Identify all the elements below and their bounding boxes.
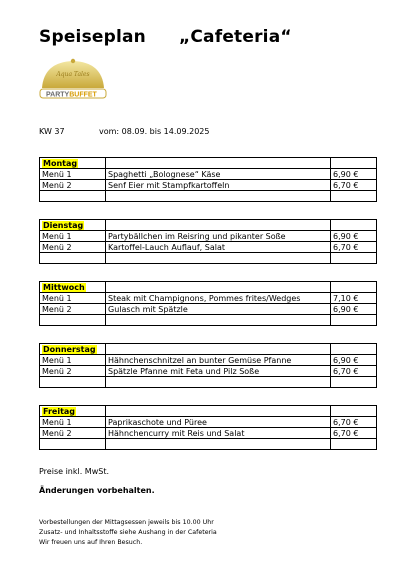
dish-name: Hähnchencurry mit Reis und Salat (106, 428, 331, 439)
day-block-donnerstag (39, 343, 377, 388)
table-row (40, 242, 377, 253)
table-row (40, 169, 377, 180)
logo-buffet-text: BUFFET (69, 91, 97, 99)
day-block-montag (39, 157, 377, 202)
menu-table (39, 157, 377, 202)
dish-name: Gulasch mit Spätzle (106, 304, 331, 315)
day-block-freitag (39, 405, 377, 450)
price: 6,70 € (331, 180, 377, 191)
day-name: Donnerstag (43, 344, 96, 354)
table-row (40, 293, 377, 304)
price: 7,10 € (331, 293, 377, 304)
dish-name: Steak mit Champignons, Pommes frites/Wedges (106, 293, 331, 304)
price: 6,70 € (331, 417, 377, 428)
price: 6,90 € (331, 231, 377, 242)
day-header-row (40, 344, 377, 355)
price: 6,90 € (331, 304, 377, 315)
empty-row (40, 191, 377, 202)
dish-name: Kartoffel-Lauch Auflauf, Salat (106, 242, 331, 253)
menu-label: Menü 1 (40, 293, 106, 304)
footer-line-welcome: Wir freuen uns auf Ihren Besuch. (39, 539, 143, 546)
day-block-mittwoch (39, 281, 377, 326)
svg-text:PARTYBUFFET (46, 92, 98, 99)
logo-script-text: Aqua Tales (56, 71, 90, 78)
price: 6,90 € (331, 355, 377, 366)
price: 6,70 € (331, 428, 377, 439)
day-header-row (40, 406, 377, 417)
menu-label: Menü 1 (40, 355, 106, 366)
day-name: Montag (43, 158, 78, 168)
menu-label: Menü 1 (40, 417, 106, 428)
day-name: Freitag (43, 406, 76, 416)
table-row (40, 366, 377, 377)
day-name: Mittwoch (43, 282, 85, 292)
day-header-row (40, 220, 377, 231)
dish-name: Paprikaschote und Püree (106, 417, 331, 428)
menu-table (39, 405, 377, 450)
day-header-row (40, 282, 377, 293)
menu-label: Menü 2 (40, 366, 106, 377)
day-header-row (40, 158, 377, 169)
empty-row (40, 253, 377, 264)
price: 6,70 € (331, 366, 377, 377)
menu-label: Menü 2 (40, 304, 106, 315)
price: 6,70 € (331, 242, 377, 253)
table-row (40, 304, 377, 315)
dish-name: Partybällchen im Reisring und pikanter Soße (106, 231, 331, 242)
footer-line-preorder: Vorbestellungen der Mittagsessen jeweils bis 10.00 Uhr (39, 519, 214, 526)
dish-name: Hähnchenschnitzel an bunter Gemüse Pfanne (106, 355, 331, 366)
week-range: vom: 08.09. bis 14.09.2025 (99, 127, 210, 136)
menu-table (39, 219, 377, 264)
price: 6,90 € (331, 169, 377, 180)
day-name: Dienstag (43, 220, 84, 230)
cafeteria-title: „Cafeteria“ (179, 27, 292, 47)
dish-name: Senf Eier mit Stampfkartoffeln (106, 180, 331, 191)
menu-label: Menü 2 (40, 180, 106, 191)
menu-table (39, 281, 377, 326)
day-block-dienstag (39, 219, 377, 264)
logo-party-text: PARTY (46, 91, 70, 99)
table-row (40, 180, 377, 191)
page-title: Speiseplan (39, 27, 146, 47)
menu-table (39, 343, 377, 388)
party-buffet-logo (36, 58, 110, 104)
table-row (40, 231, 377, 242)
changes-note: Änderungen vorbehalten. (39, 486, 155, 495)
menu-label: Menü 1 (40, 169, 106, 180)
price-note: Preise inkl. MwSt. (39, 467, 110, 476)
table-row (40, 417, 377, 428)
empty-row (40, 377, 377, 388)
dish-name: Spaghetti „Bolognese“ Käse (106, 169, 331, 180)
menu-label: Menü 2 (40, 242, 106, 253)
footer-line-additives: Zusatz- und Inhaltsstoffe siehe Aushang in der Cafeteria (39, 529, 217, 536)
empty-row (40, 315, 377, 326)
empty-row (40, 439, 377, 450)
table-row (40, 355, 377, 366)
dish-name: Spätzle Pfanne mit Feta und Pilz Soße (106, 366, 331, 377)
menu-label: Menü 2 (40, 428, 106, 439)
week-number: KW 37 (39, 127, 65, 136)
menu-label: Menü 1 (40, 231, 106, 242)
table-row (40, 428, 377, 439)
